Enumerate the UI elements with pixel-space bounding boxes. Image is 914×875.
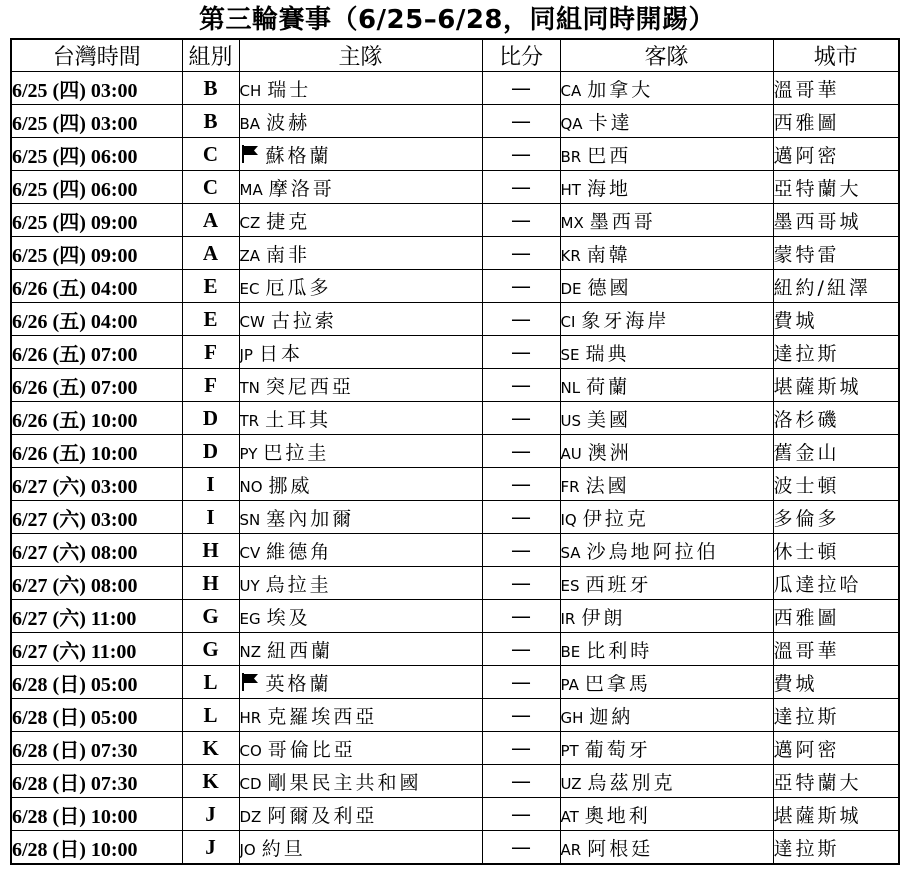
away-team-code: UZ bbox=[560, 774, 582, 793]
away-team bbox=[560, 567, 773, 600]
match-group: I bbox=[182, 501, 239, 534]
home-team bbox=[239, 600, 482, 633]
match-time: 6/26 (五) 07:00 bbox=[11, 336, 182, 369]
away-team-code: GH bbox=[560, 708, 584, 727]
home-team bbox=[239, 435, 482, 468]
away-team-name: 瑞典 bbox=[585, 342, 630, 365]
match-time: 6/28 (日) 05:00 bbox=[11, 666, 182, 699]
match-group: E bbox=[182, 270, 239, 303]
match-group: L bbox=[182, 666, 239, 699]
home-team-code: CW bbox=[239, 312, 265, 331]
match-score: — bbox=[482, 501, 560, 534]
table-row bbox=[11, 501, 899, 534]
match-time: 6/25 (四) 06:00 bbox=[11, 138, 182, 171]
match-time: 6/25 (四) 03:00 bbox=[11, 105, 182, 138]
away-team-code: SA bbox=[560, 543, 581, 562]
match-group: G bbox=[182, 633, 239, 666]
table-row bbox=[11, 831, 899, 865]
away-team-name: 奧地利 bbox=[584, 804, 651, 827]
match-city: 墨西哥城 bbox=[773, 204, 899, 237]
match-group: I bbox=[182, 468, 239, 501]
match-score: — bbox=[482, 666, 560, 699]
home-team-name: 蘇格蘭 bbox=[265, 144, 332, 167]
home-team-name: 埃及 bbox=[266, 606, 311, 629]
match-city: 亞特蘭大 bbox=[773, 171, 899, 204]
away-team-code: FR bbox=[560, 477, 580, 496]
match-city: 達拉斯 bbox=[773, 699, 899, 732]
home-team-code: JO bbox=[239, 840, 256, 859]
away-team bbox=[560, 468, 773, 501]
match-group: A bbox=[182, 237, 239, 270]
match-score: — bbox=[482, 765, 560, 798]
flag-icon bbox=[240, 144, 260, 164]
table-row bbox=[11, 369, 899, 402]
match-time: 6/27 (六) 03:00 bbox=[11, 468, 182, 501]
match-time: 6/27 (六) 11:00 bbox=[11, 633, 182, 666]
match-score: — bbox=[482, 402, 560, 435]
match-city: 瓜達拉哈 bbox=[773, 567, 899, 600]
header-home: 主隊 bbox=[239, 39, 482, 72]
away-team-code: PA bbox=[560, 675, 579, 694]
table-row bbox=[11, 237, 899, 270]
away-team bbox=[560, 336, 773, 369]
match-score: — bbox=[482, 336, 560, 369]
match-time: 6/28 (日) 07:30 bbox=[11, 732, 182, 765]
home-team-name: 日本 bbox=[258, 342, 303, 365]
home-team bbox=[239, 369, 482, 402]
away-team-code: US bbox=[560, 411, 582, 430]
away-team bbox=[560, 237, 773, 270]
away-team-code: AT bbox=[560, 807, 579, 826]
match-score: — bbox=[482, 600, 560, 633]
page-title: 第三輪賽事（6/25–6/28，同組同時開踢） bbox=[198, 5, 716, 35]
away-team-name: 迦納 bbox=[589, 705, 634, 728]
away-team-name: 美國 bbox=[587, 408, 632, 431]
match-score: — bbox=[482, 72, 560, 105]
home-team-name: 土耳其 bbox=[265, 408, 332, 431]
match-time: 6/25 (四) 09:00 bbox=[11, 204, 182, 237]
match-city: 紐約/紐澤 bbox=[773, 270, 899, 303]
away-team-name: 海地 bbox=[586, 177, 631, 200]
home-team-name: 瑞士 bbox=[267, 78, 312, 101]
away-team-code: CI bbox=[560, 312, 576, 331]
away-team-code: AU bbox=[560, 444, 582, 463]
home-team-name: 哥倫比亞 bbox=[267, 738, 356, 761]
away-team bbox=[560, 270, 773, 303]
match-time: 6/28 (日) 05:00 bbox=[11, 699, 182, 732]
match-city: 溫哥華 bbox=[773, 633, 899, 666]
match-group: K bbox=[182, 765, 239, 798]
match-score: — bbox=[482, 732, 560, 765]
match-score: — bbox=[482, 303, 560, 336]
match-group: D bbox=[182, 402, 239, 435]
header-score: 比分 bbox=[482, 39, 560, 72]
home-team-name: 剛果民主共和國 bbox=[267, 771, 422, 794]
header-away: 客隊 bbox=[560, 39, 773, 72]
header-city: 城市 bbox=[773, 39, 899, 72]
home-team-name: 塞內加爾 bbox=[266, 507, 355, 530]
home-team bbox=[239, 402, 482, 435]
away-team-code: DE bbox=[560, 279, 582, 298]
table-row bbox=[11, 402, 899, 435]
match-group: H bbox=[182, 567, 239, 600]
home-team bbox=[239, 666, 482, 699]
table-row bbox=[11, 765, 899, 798]
home-team bbox=[239, 237, 482, 270]
away-team bbox=[560, 171, 773, 204]
table-row bbox=[11, 600, 899, 633]
away-team-code: PT bbox=[560, 741, 579, 760]
away-team-code: AR bbox=[560, 840, 582, 859]
match-time: 6/26 (五) 10:00 bbox=[11, 435, 182, 468]
match-city: 達拉斯 bbox=[773, 831, 899, 865]
away-team-name: 墨西哥 bbox=[589, 210, 656, 233]
match-city: 費城 bbox=[773, 303, 899, 336]
match-score: — bbox=[482, 567, 560, 600]
home-team-name: 南非 bbox=[266, 243, 311, 266]
table-row bbox=[11, 336, 899, 369]
match-city: 西雅圖 bbox=[773, 105, 899, 138]
match-city: 邁阿密 bbox=[773, 138, 899, 171]
match-time: 6/25 (四) 09:00 bbox=[11, 237, 182, 270]
away-team-name: 加拿大 bbox=[587, 78, 654, 101]
home-team bbox=[239, 204, 482, 237]
away-team-code: ES bbox=[560, 576, 580, 595]
home-team bbox=[239, 501, 482, 534]
home-team-name: 古拉索 bbox=[270, 309, 337, 332]
away-team-name: 葡萄牙 bbox=[584, 738, 651, 761]
away-team-name: 巴拿馬 bbox=[584, 672, 651, 695]
home-team-code: CV bbox=[239, 543, 261, 562]
table-row bbox=[11, 435, 899, 468]
match-time: 6/26 (五) 10:00 bbox=[11, 402, 182, 435]
home-team-code: UY bbox=[239, 576, 260, 595]
table-row bbox=[11, 666, 899, 699]
table-row bbox=[11, 303, 899, 336]
home-team-code: EG bbox=[239, 609, 261, 628]
table-row bbox=[11, 699, 899, 732]
home-team bbox=[239, 567, 482, 600]
home-team-name: 突尼西亞 bbox=[265, 375, 354, 398]
match-group: C bbox=[182, 138, 239, 171]
home-team bbox=[239, 105, 482, 138]
home-team bbox=[239, 699, 482, 732]
match-city: 亞特蘭大 bbox=[773, 765, 899, 798]
table-row bbox=[11, 468, 899, 501]
match-group: J bbox=[182, 798, 239, 831]
away-team-code: IR bbox=[560, 609, 576, 628]
table-row bbox=[11, 732, 899, 765]
match-city: 邁阿密 bbox=[773, 732, 899, 765]
home-team bbox=[239, 765, 482, 798]
home-team bbox=[239, 303, 482, 336]
away-team-name: 沙烏地阿拉伯 bbox=[586, 540, 719, 563]
home-team-code: JP bbox=[239, 345, 253, 364]
match-time: 6/28 (日) 10:00 bbox=[11, 831, 182, 865]
match-group: A bbox=[182, 204, 239, 237]
home-team-code: TN bbox=[239, 378, 260, 397]
away-team bbox=[560, 204, 773, 237]
match-score: — bbox=[482, 798, 560, 831]
away-team bbox=[560, 402, 773, 435]
match-city: 洛杉磯 bbox=[773, 402, 899, 435]
table-row bbox=[11, 270, 899, 303]
away-team bbox=[560, 105, 773, 138]
away-team bbox=[560, 633, 773, 666]
away-team-name: 卡達 bbox=[588, 111, 633, 134]
away-team-code: KR bbox=[560, 246, 581, 265]
match-group: H bbox=[182, 534, 239, 567]
home-team bbox=[239, 171, 482, 204]
home-team-code: CO bbox=[239, 741, 262, 760]
match-time: 6/26 (五) 07:00 bbox=[11, 369, 182, 402]
away-team-code: MX bbox=[560, 213, 584, 232]
home-team-name: 厄瓜多 bbox=[265, 276, 332, 299]
home-team bbox=[239, 798, 482, 831]
header-row bbox=[11, 39, 899, 72]
away-team bbox=[560, 699, 773, 732]
away-team-code: HT bbox=[560, 180, 581, 199]
away-team bbox=[560, 765, 773, 798]
away-team-code: QA bbox=[560, 114, 583, 133]
away-team-name: 法國 bbox=[585, 474, 630, 497]
home-team-name: 阿爾及利亞 bbox=[267, 804, 378, 827]
match-city: 溫哥華 bbox=[773, 72, 899, 105]
away-team-code: SE bbox=[560, 345, 580, 364]
table-row bbox=[11, 567, 899, 600]
match-score: — bbox=[482, 633, 560, 666]
home-team-name: 波赫 bbox=[266, 111, 311, 134]
match-group: B bbox=[182, 105, 239, 138]
match-score: — bbox=[482, 534, 560, 567]
match-group: F bbox=[182, 336, 239, 369]
match-score: — bbox=[482, 468, 560, 501]
schedule-table bbox=[10, 38, 900, 865]
home-team-code: SN bbox=[239, 510, 261, 529]
match-city: 休士頓 bbox=[773, 534, 899, 567]
match-city: 波士頓 bbox=[773, 468, 899, 501]
home-team bbox=[239, 633, 482, 666]
home-team-code: MA bbox=[239, 180, 263, 199]
away-team-code: IQ bbox=[560, 510, 577, 529]
match-time: 6/28 (日) 07:30 bbox=[11, 765, 182, 798]
home-team-name: 摩洛哥 bbox=[268, 177, 335, 200]
match-group: B bbox=[182, 72, 239, 105]
away-team bbox=[560, 534, 773, 567]
home-team-code: ZA bbox=[239, 246, 261, 265]
home-team bbox=[239, 831, 482, 865]
match-time: 6/25 (四) 06:00 bbox=[11, 171, 182, 204]
match-city: 堪薩斯城 bbox=[773, 798, 899, 831]
away-team-name: 比利時 bbox=[586, 639, 653, 662]
match-time: 6/27 (六) 03:00 bbox=[11, 501, 182, 534]
home-team-name: 克羅埃西亞 bbox=[267, 705, 378, 728]
home-team-code: DZ bbox=[239, 807, 262, 826]
table-row bbox=[11, 798, 899, 831]
away-team bbox=[560, 72, 773, 105]
home-team-code: TR bbox=[239, 411, 260, 430]
away-team bbox=[560, 501, 773, 534]
away-team-name: 伊朗 bbox=[581, 606, 626, 629]
home-team-name: 維德角 bbox=[266, 540, 333, 563]
match-group: C bbox=[182, 171, 239, 204]
home-team bbox=[239, 534, 482, 567]
away-team bbox=[560, 600, 773, 633]
home-team-code: EC bbox=[239, 279, 260, 298]
table-row bbox=[11, 138, 899, 171]
match-city: 費城 bbox=[773, 666, 899, 699]
match-time: 6/28 (日) 10:00 bbox=[11, 798, 182, 831]
match-time: 6/27 (六) 08:00 bbox=[11, 534, 182, 567]
table-row bbox=[11, 633, 899, 666]
match-time: 6/27 (六) 11:00 bbox=[11, 600, 182, 633]
away-team-code: BE bbox=[560, 642, 581, 661]
home-team-name: 紐西蘭 bbox=[267, 639, 334, 662]
home-team-code: NO bbox=[239, 477, 263, 496]
away-team-name: 巴西 bbox=[587, 144, 632, 167]
match-city: 多倫多 bbox=[773, 501, 899, 534]
match-city: 舊金山 bbox=[773, 435, 899, 468]
home-team-name: 英格蘭 bbox=[265, 672, 332, 695]
home-team-code: CH bbox=[239, 81, 262, 100]
flag-icon bbox=[240, 672, 260, 692]
away-team-name: 象牙海岸 bbox=[581, 309, 670, 332]
away-team bbox=[560, 435, 773, 468]
home-team-code: CZ bbox=[239, 213, 261, 232]
home-team-name: 巴拉圭 bbox=[263, 441, 330, 464]
home-team-code: PY bbox=[239, 444, 258, 463]
away-team-name: 荷蘭 bbox=[586, 375, 631, 398]
home-team bbox=[239, 270, 482, 303]
home-team-code: NZ bbox=[239, 642, 261, 661]
away-team bbox=[560, 798, 773, 831]
match-group: G bbox=[182, 600, 239, 633]
home-team-code: HR bbox=[239, 708, 262, 727]
match-group: F bbox=[182, 369, 239, 402]
match-city: 西雅圖 bbox=[773, 600, 899, 633]
table-row bbox=[11, 72, 899, 105]
match-time: 6/26 (五) 04:00 bbox=[11, 270, 182, 303]
match-score: — bbox=[482, 171, 560, 204]
match-score: — bbox=[482, 831, 560, 865]
match-time: 6/25 (四) 03:00 bbox=[11, 72, 182, 105]
match-group: D bbox=[182, 435, 239, 468]
away-team-name: 南韓 bbox=[586, 243, 631, 266]
match-city: 蒙特雷 bbox=[773, 237, 899, 270]
away-team-code: BR bbox=[560, 147, 582, 166]
home-team-name: 約旦 bbox=[261, 837, 306, 860]
away-team bbox=[560, 303, 773, 336]
away-team-name: 烏茲別克 bbox=[587, 771, 676, 794]
match-time: 6/26 (五) 04:00 bbox=[11, 303, 182, 336]
away-team-code: NL bbox=[560, 378, 581, 397]
header-time: 台灣時間 bbox=[11, 39, 182, 72]
away-team-code: CA bbox=[560, 81, 582, 100]
home-team bbox=[239, 72, 482, 105]
away-team bbox=[560, 831, 773, 865]
away-team bbox=[560, 666, 773, 699]
table-row bbox=[11, 534, 899, 567]
match-score: — bbox=[482, 204, 560, 237]
home-team-name: 捷克 bbox=[266, 210, 311, 233]
match-score: — bbox=[482, 435, 560, 468]
home-team bbox=[239, 732, 482, 765]
match-city: 堪薩斯城 bbox=[773, 369, 899, 402]
away-team bbox=[560, 369, 773, 402]
away-team-name: 伊拉克 bbox=[582, 507, 649, 530]
match-group: K bbox=[182, 732, 239, 765]
away-team-name: 澳洲 bbox=[587, 441, 632, 464]
table-row bbox=[11, 105, 899, 138]
home-team bbox=[239, 468, 482, 501]
home-team-name: 烏拉圭 bbox=[265, 573, 332, 596]
away-team-name: 阿根廷 bbox=[587, 837, 654, 860]
away-team-name: 德國 bbox=[587, 276, 632, 299]
match-score: — bbox=[482, 105, 560, 138]
match-group: L bbox=[182, 699, 239, 732]
match-group: J bbox=[182, 831, 239, 865]
match-score: — bbox=[482, 138, 560, 171]
home-team-code: BA bbox=[239, 114, 261, 133]
match-score: — bbox=[482, 369, 560, 402]
match-time: 6/27 (六) 08:00 bbox=[11, 567, 182, 600]
away-team-name: 西班牙 bbox=[585, 573, 652, 596]
away-team bbox=[560, 138, 773, 171]
match-score: — bbox=[482, 237, 560, 270]
home-team bbox=[239, 138, 482, 171]
header-group: 組別 bbox=[182, 39, 239, 72]
home-team bbox=[239, 336, 482, 369]
match-score: — bbox=[482, 699, 560, 732]
match-group: E bbox=[182, 303, 239, 336]
table-row bbox=[11, 204, 899, 237]
home-team-code: CD bbox=[239, 774, 262, 793]
match-score: — bbox=[482, 270, 560, 303]
home-team-name: 挪威 bbox=[268, 474, 313, 497]
table-row bbox=[11, 171, 899, 204]
away-team bbox=[560, 732, 773, 765]
match-city: 達拉斯 bbox=[773, 336, 899, 369]
